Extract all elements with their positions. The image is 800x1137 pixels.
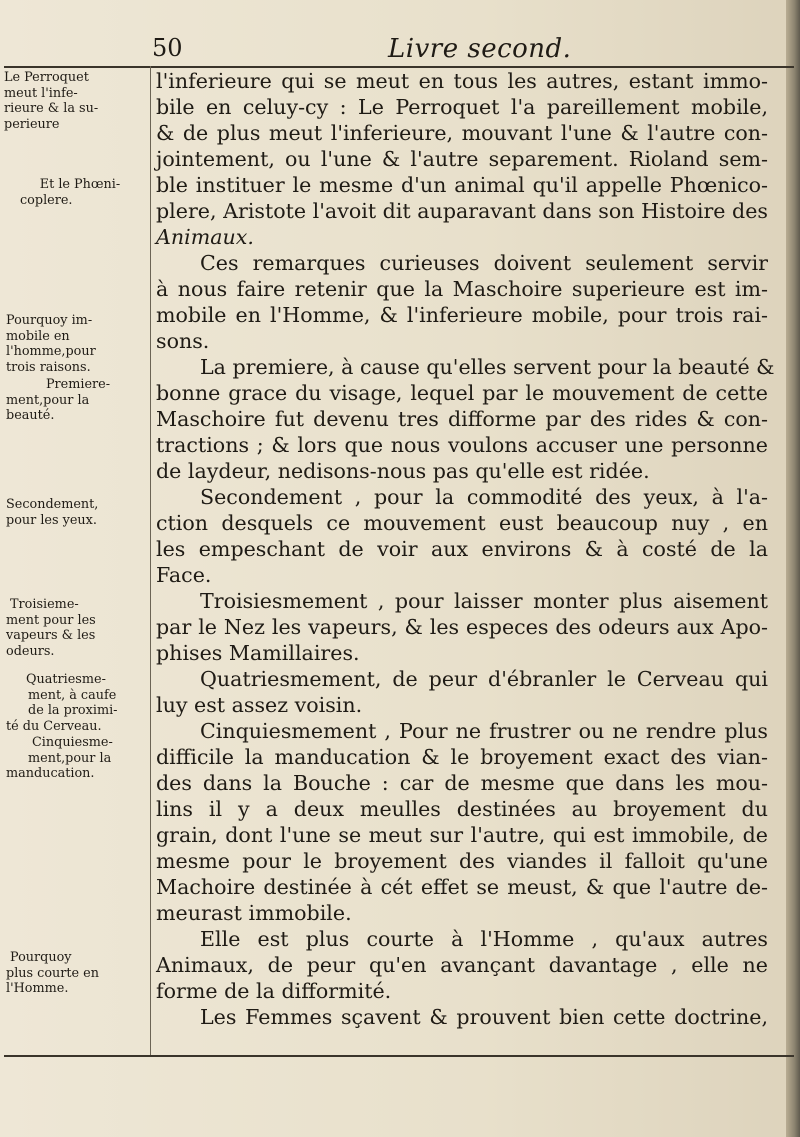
margin-note-quatriesmement: [6, 672, 150, 734]
text-line: à nous faire retenir que la Maschoire superieure est im-: [156, 277, 768, 301]
margin-note-line: Le Perroquet: [4, 70, 89, 85]
margin-note-cinquiesmement: [6, 735, 150, 782]
paragraph-start: Ces remarques curieuses doivent seulement servir: [200, 251, 768, 275]
page-number: 50: [152, 34, 183, 62]
margin-note-premierement: [6, 377, 150, 424]
text-line: Maschoire fut devenu tres difforme par des rides & con-: [156, 407, 768, 431]
text-line: mesme pour le broyement des viandes il falloit qu'une: [156, 849, 768, 873]
margin-note-line: té du Cerveau.: [6, 718, 102, 734]
text-line: plere, Aristote l'avoit dit auparavant dans son Histoire des: [156, 199, 768, 223]
paragraph-start: La premiere, à cause qu'elles servent pour la beauté &: [200, 355, 775, 379]
running-title: Livre second.: [388, 34, 572, 64]
body-text: [156, 68, 775, 1030]
text-line: ble instituer le mesme d'un animal qu'il appelle Phœnico-: [156, 173, 768, 197]
text-line: ction desquels ce mouvement eust beaucoup nuy , en: [156, 511, 768, 535]
margin-note-line: manducation.: [6, 766, 95, 781]
margin-note-line: Secondement,: [6, 497, 99, 512]
text-line: phises Mamillaires.: [156, 641, 360, 665]
margin-note-line: Troisieme-: [10, 597, 79, 612]
margin-note-line: Pourquoy im-: [6, 313, 93, 328]
margin-note-line: rieure & la su-: [4, 101, 99, 116]
paragraph-start: Cinquiesmement , Pour ne frustrer ou ne rendre plus: [200, 719, 768, 743]
text-line: Face.: [156, 563, 212, 587]
paragraph-start: Troisiesmement , pour laisser monter plus aisement: [200, 589, 768, 613]
paragraph-start: Secondement , pour la commodité des yeux, à l'a-: [200, 485, 768, 509]
text-line: difficile la manducation & le broyement exact des vian-: [156, 745, 768, 769]
margin-note-line: Pourquoy: [10, 950, 72, 965]
margin-note-line: Quatriesme-: [26, 672, 106, 687]
margin-note-line: ment,pour la: [6, 392, 90, 408]
text-line: grain, dont l'une se meut sur l'autre, qui est immobile, de: [156, 823, 768, 847]
text-line: des dans la Bouche : car de mesme que dans les mou-: [156, 771, 768, 795]
text-line: forme de la difformité.: [156, 979, 392, 1003]
margin-note-line: pour les yeux.: [6, 512, 97, 528]
text-line: mobile en l'Homme, & l'inferieure mobile, pour trois rai-: [156, 303, 768, 327]
margin-note-perroquet: [4, 70, 148, 132]
margin-note-pourquoy-courte: [6, 950, 150, 997]
margin-note-line: l'Homme.: [6, 981, 69, 996]
page-edge-shadow: [786, 0, 800, 1137]
text-line: meurast immobile.: [156, 901, 352, 925]
margin-note-line: ment,pour la: [28, 750, 112, 766]
text-line: Animaux.: [156, 225, 254, 249]
text-line: bonne grace du visage, lequel par le mouvement de cette: [156, 381, 768, 405]
text-line: de laydeur, nedisons-nous pas qu'elle est ridée.: [156, 459, 650, 483]
margin-note-secondement: [6, 497, 150, 528]
margin-note-troisiemement: [6, 597, 150, 659]
paragraph-start: Elle est plus courte à l'Homme , qu'aux autres: [200, 927, 768, 951]
paragraph-start: Quatriesmement, de peur d'ébranler le Cerveau qui: [200, 667, 768, 691]
page-header: [150, 34, 765, 64]
margin-note-pourquoy-immobile: [6, 313, 150, 375]
text-line: par le Nez les vapeurs, & les especes des odeurs aux Apo-: [156, 615, 768, 639]
margin-note-line: de la proximi-: [28, 703, 118, 718]
margin-note-line: Cinquiesme-: [32, 735, 113, 750]
margin-note-line: Et le Phœni-: [39, 177, 121, 192]
margin-note-line: mobile en: [6, 328, 70, 344]
margin-note-line: perieure: [4, 116, 60, 132]
margin-note-line: l'homme,pour: [6, 344, 96, 359]
margin-note-line: vapeurs & les: [6, 628, 96, 643]
margin-note-line: coplere.: [20, 192, 73, 208]
text-line: luy est assez voisin.: [156, 693, 363, 717]
paragraph-start: Les Femmes sçavent & prouvent bien cette doctrine,: [200, 1005, 768, 1029]
text-line: & de plus meut l'inferieure, mouvant l'une & l'autre con-: [156, 121, 768, 145]
bottom-rule: [4, 1055, 794, 1057]
margin-note-line: Premiere-: [45, 377, 111, 392]
margin-note-line: odeurs.: [6, 643, 55, 659]
margin-note-phoenicoplere: [20, 177, 140, 208]
text-line: l'inferieure qui se meut en tous les autres, estant immo-: [156, 69, 768, 93]
margin-note-line: meut l'infe-: [4, 85, 78, 101]
text-line: tractions ; & lors que nous voulons accuser une personne: [156, 433, 768, 457]
text-line: jointement, ou l'une & l'autre separement. Rioland sem-: [156, 147, 768, 171]
text-line: Animaux, de peur qu'en avançant davantage , elle ne: [156, 953, 768, 977]
margin-note-line: ment, à caufe: [28, 687, 117, 703]
text-line: les empeschant de voir aux environs & à costé de la: [156, 537, 768, 561]
margin-note-line: ment pour les: [6, 612, 96, 628]
margin-note-line: beauté.: [6, 408, 55, 423]
margin-note-line: plus courte en: [6, 965, 99, 981]
margin-note-line: trois raisons.: [6, 359, 91, 375]
margin-column-rule: [150, 66, 151, 1056]
text-line: bile en celuy-cy : Le Perroquet l'a pareillement mobile,: [156, 95, 768, 119]
text-line: Machoire destinée à cét effet se meust, & que l'autre de-: [156, 875, 768, 899]
text-line: sons.: [156, 329, 210, 353]
text-line: lins il y a deux meulles destinées au broyement du: [156, 797, 768, 821]
